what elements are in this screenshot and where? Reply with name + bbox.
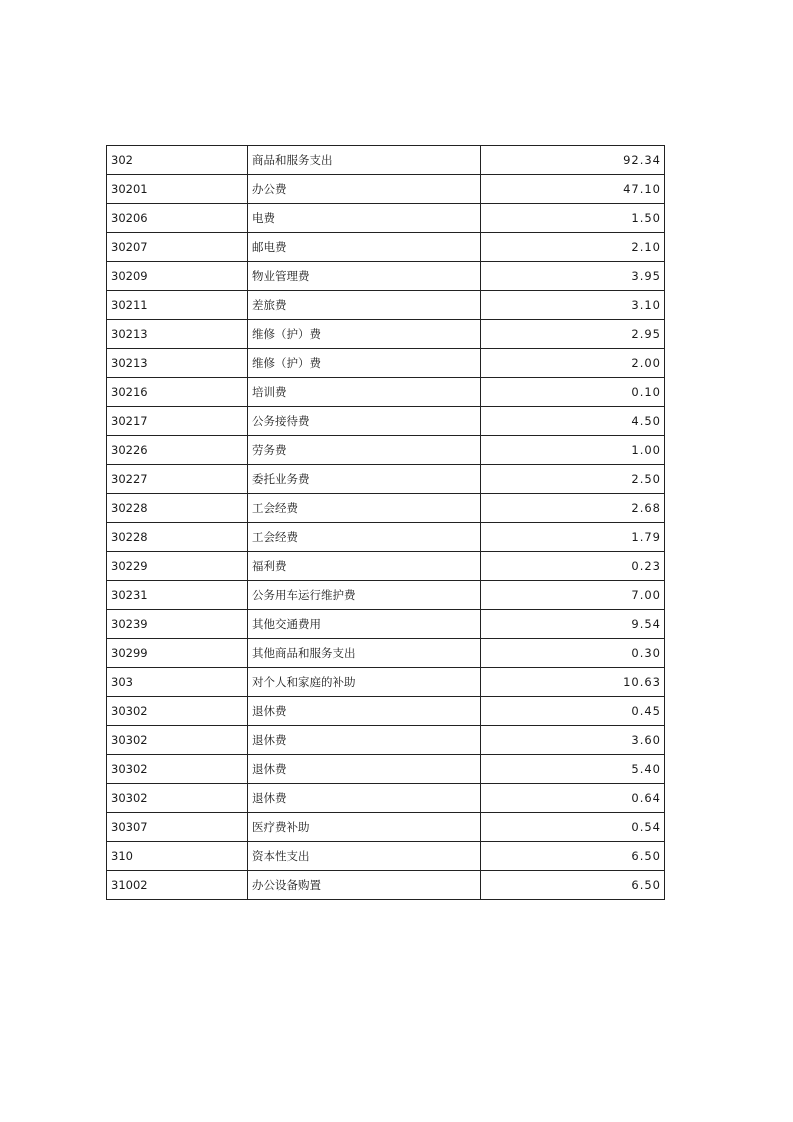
amount-cell: 2.10 [481,233,665,262]
account-name-cell: 劳务费 [248,436,481,465]
account-code-cell: 30216 [107,378,248,407]
table-row [107,755,665,784]
account-name-cell: 福利费 [248,552,481,581]
account-name-cell: 差旅费 [248,291,481,320]
amount-cell: 47.10 [481,175,665,204]
account-name-cell: 电费 [248,204,481,233]
table-row [107,436,665,465]
table-row [107,813,665,842]
account-code-cell: 30302 [107,784,248,813]
account-code-cell: 310 [107,842,248,871]
account-code-cell: 30302 [107,726,248,755]
table-row [107,349,665,378]
account-code-cell: 30229 [107,552,248,581]
account-code-cell: 30207 [107,233,248,262]
amount-cell: 0.10 [481,378,665,407]
table-row [107,639,665,668]
table-row [107,784,665,813]
amount-cell: 3.95 [481,262,665,291]
account-name-cell: 其他交通费用 [248,610,481,639]
table-body [107,146,665,900]
table-row [107,494,665,523]
account-code-cell: 30228 [107,494,248,523]
amount-cell: 0.64 [481,784,665,813]
amount-cell: 3.60 [481,726,665,755]
account-code-cell: 30239 [107,610,248,639]
table-row [107,320,665,349]
amount-cell: 0.45 [481,697,665,726]
account-name-cell: 委托业务费 [248,465,481,494]
account-name-cell: 办公费 [248,175,481,204]
table-row [107,552,665,581]
amount-cell: 10.63 [481,668,665,697]
account-code-cell: 30302 [107,755,248,784]
amount-cell: 6.50 [481,842,665,871]
table-row [107,842,665,871]
account-name-cell: 工会经费 [248,494,481,523]
account-name-cell: 物业管理费 [248,262,481,291]
account-name-cell: 其他商品和服务支出 [248,639,481,668]
table-row [107,668,665,697]
amount-cell: 2.68 [481,494,665,523]
account-code-cell: 30209 [107,262,248,291]
table-row [107,175,665,204]
account-name-cell: 维修（护）费 [248,320,481,349]
amount-cell: 1.79 [481,523,665,552]
table-row [107,378,665,407]
amount-cell: 0.23 [481,552,665,581]
account-code-cell: 303 [107,668,248,697]
table-row [107,146,665,175]
table-row [107,233,665,262]
amount-cell: 2.95 [481,320,665,349]
account-code-cell: 31002 [107,871,248,900]
amount-cell: 7.00 [481,581,665,610]
amount-cell: 5.40 [481,755,665,784]
table-row [107,407,665,436]
account-code-cell: 30213 [107,349,248,378]
account-name-cell: 退休费 [248,755,481,784]
amount-cell: 2.00 [481,349,665,378]
account-name-cell: 办公设备购置 [248,871,481,900]
account-code-cell: 30302 [107,697,248,726]
amount-cell: 9.54 [481,610,665,639]
amount-cell: 1.00 [481,436,665,465]
account-code-cell: 30228 [107,523,248,552]
account-code-cell: 30307 [107,813,248,842]
account-name-cell: 工会经费 [248,523,481,552]
account-name-cell: 资本性支出 [248,842,481,871]
account-code-cell: 30226 [107,436,248,465]
account-name-cell: 医疗费补助 [248,813,481,842]
account-name-cell: 维修（护）费 [248,349,481,378]
account-name-cell: 退休费 [248,726,481,755]
account-name-cell: 邮电费 [248,233,481,262]
account-name-cell: 培训费 [248,378,481,407]
amount-cell: 0.54 [481,813,665,842]
table-row [107,465,665,494]
table-row [107,697,665,726]
account-name-cell: 退休费 [248,784,481,813]
amount-cell: 2.50 [481,465,665,494]
amount-cell: 6.50 [481,871,665,900]
amount-cell: 0.30 [481,639,665,668]
account-code-cell: 30217 [107,407,248,436]
amount-cell: 4.50 [481,407,665,436]
table-row [107,262,665,291]
account-code-cell: 302 [107,146,248,175]
table-row [107,291,665,320]
account-name-cell: 对个人和家庭的补助 [248,668,481,697]
account-name-cell: 公务用车运行维护费 [248,581,481,610]
table-row [107,726,665,755]
table-row [107,204,665,233]
account-code-cell: 30206 [107,204,248,233]
account-name-cell: 退休费 [248,697,481,726]
account-name-cell: 公务接待费 [248,407,481,436]
expenditure-table [106,145,665,900]
table-row [107,610,665,639]
account-code-cell: 30201 [107,175,248,204]
amount-cell: 92.34 [481,146,665,175]
account-code-cell: 30211 [107,291,248,320]
table-row [107,581,665,610]
account-code-cell: 30213 [107,320,248,349]
amount-cell: 3.10 [481,291,665,320]
account-code-cell: 30231 [107,581,248,610]
account-code-cell: 30227 [107,465,248,494]
table-row [107,871,665,900]
table-row [107,523,665,552]
account-code-cell: 30299 [107,639,248,668]
account-name-cell: 商品和服务支出 [248,146,481,175]
amount-cell: 1.50 [481,204,665,233]
